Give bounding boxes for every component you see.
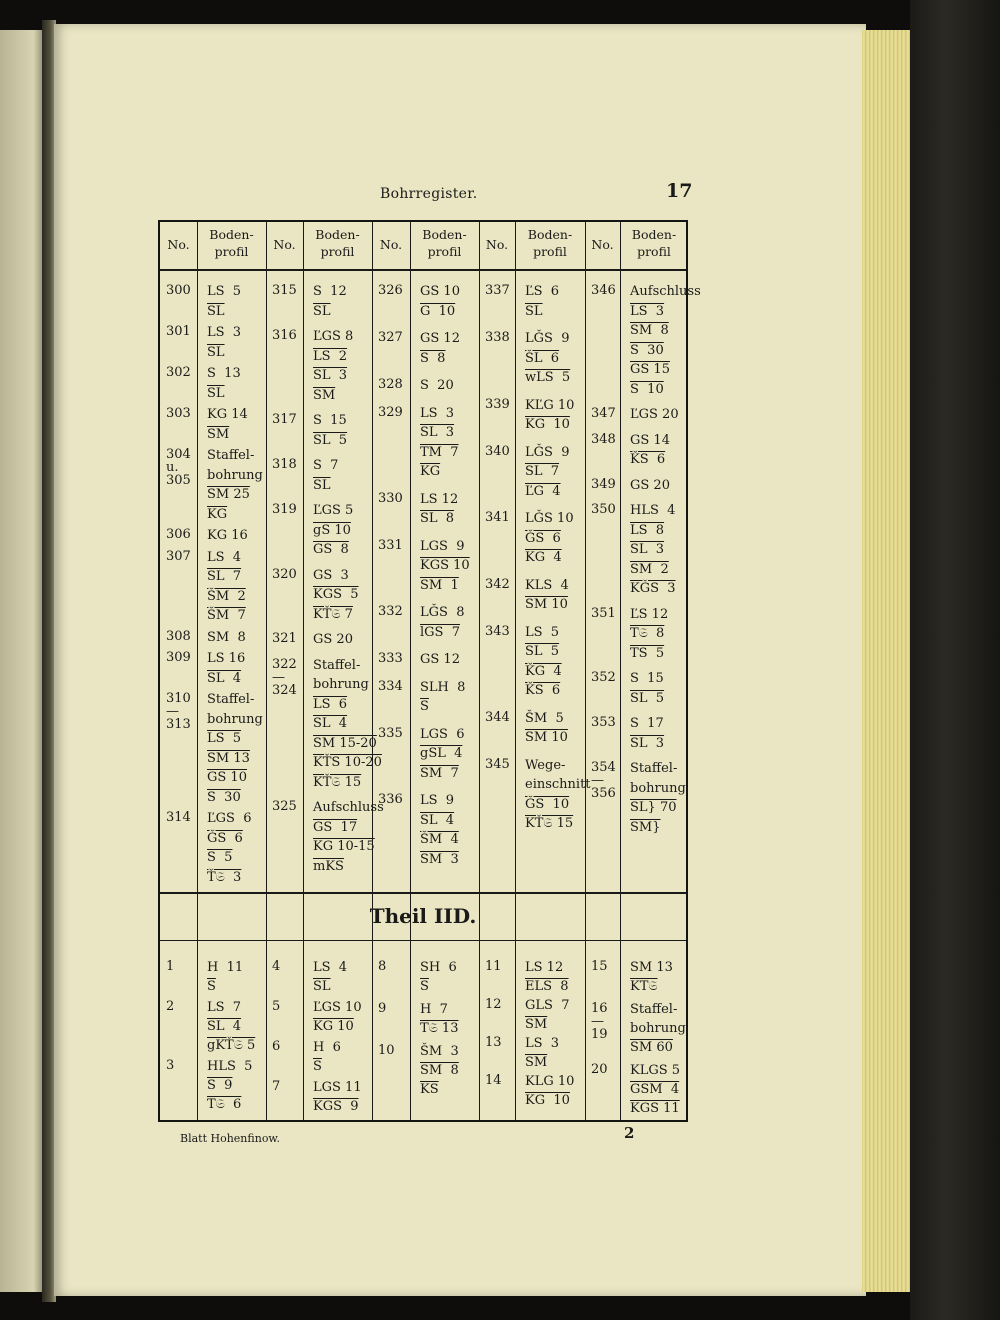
soil-profile-line: SM 8 — [630, 323, 669, 338]
soil-profile-line: GS 3 — [313, 567, 349, 583]
boring-number: 335 — [378, 725, 403, 741]
soil-profile-line: KG 10 — [525, 1093, 570, 1108]
soil-profile-line: LS 3 — [525, 1036, 560, 1051]
boring-number: 341 — [485, 510, 510, 525]
column-header-no: No. — [379, 237, 403, 252]
soil-profile-line: ǦS 6 — [525, 530, 561, 546]
soil-profile-line: GSM 4 — [630, 1082, 680, 1097]
soil-profile-line: GS 12 — [420, 652, 460, 667]
soil-profile-line: LS 5 — [207, 284, 242, 299]
soil-profile-line: ŠL 6 — [525, 350, 560, 366]
column-header-no: No. — [167, 237, 190, 252]
column-header-bodenprofil: Boden- profil — [209, 227, 254, 259]
soil-profile-line: H 11 — [207, 960, 244, 975]
boring-number: 326 — [378, 283, 403, 298]
soil-profile-line: LǦS 8 — [420, 605, 465, 620]
soil-profile-line: $\overline{S}$ — [420, 699, 429, 714]
boring-number: 352 — [591, 670, 616, 685]
soil-profile-line: GS 10 — [207, 770, 247, 785]
soil-profile-line: Aufschluss — [313, 800, 384, 815]
soil-profile-line: SH 6 — [420, 960, 457, 975]
soil-profile-line: $\overline{mKS}$ — [313, 858, 344, 874]
soil-profile-line: bohrung — [207, 467, 263, 483]
boring-number: 340 — [485, 443, 510, 459]
page-number: 17 — [666, 180, 693, 202]
soil-profile-line: SL 5 — [313, 432, 348, 448]
column-divider — [410, 222, 411, 1120]
boring-number: 322 — 324 — [272, 656, 297, 698]
boring-number: 20 — [591, 1062, 608, 1077]
soil-profile-line: ĽGS 6 — [207, 811, 252, 826]
boring-number: 320 — [272, 566, 297, 582]
soil-profile-line: S 30 — [630, 342, 664, 358]
soil-profile-line: KG 14 — [207, 407, 248, 422]
soil-profile-line: SL 3 — [313, 368, 348, 383]
soil-profile-line: $\overline{S}$ — [207, 979, 216, 994]
soil-profile-line: LS 12 — [525, 960, 564, 975]
column-divider — [266, 222, 267, 1120]
soil-profile-line: S 10 — [630, 381, 664, 397]
soil-profile-line: SM 13 — [630, 960, 673, 975]
boring-number: 331 — [378, 537, 403, 553]
bohrregister-table — [158, 220, 701, 1122]
boring-number: 353 — [591, 715, 616, 730]
column-header-bodenprofil: Boden- profil — [527, 227, 573, 259]
soil-profile-line: S 20 — [420, 378, 454, 393]
soil-profile-line: LǦS 10 — [525, 511, 574, 526]
soil-profile-line: Staffel- — [207, 692, 255, 707]
soil-profile-line: LǦS 9 — [525, 444, 570, 460]
soil-profile-line: ǨS 6 — [525, 683, 561, 698]
soil-profile-line: LS 7 — [207, 1000, 242, 1015]
soil-profile-line: SM 8 — [420, 1063, 459, 1078]
boring-number: 4 — [272, 959, 281, 974]
soil-profile-line: S 7 — [313, 458, 339, 473]
soil-profile-line: ĽS 12 — [630, 606, 669, 622]
boring-number: 13 — [485, 1035, 502, 1050]
boring-number: 333 — [378, 651, 403, 666]
boring-number: 2 — [166, 999, 175, 1014]
boring-number: 301 — [166, 324, 191, 339]
soil-profile-line: $\overline{S}$ — [420, 979, 429, 994]
soil-profile-line: gS 10 — [313, 522, 351, 538]
boring-number: 315 — [272, 283, 297, 298]
soil-profile-line: KŤS 10-20 — [313, 755, 382, 770]
boring-number: 350 — [591, 502, 616, 517]
soil-profile-line: TS 5 — [630, 645, 665, 661]
soil-profile-line: KLG 10 — [525, 1074, 575, 1089]
soil-profile-line: S 5 — [207, 850, 233, 865]
soil-profile-line: SM 25 — [207, 487, 250, 502]
boring-number: 336 — [378, 792, 403, 807]
soil-profile-line: ŠM 7 — [207, 608, 246, 623]
boring-number: 15 — [591, 959, 608, 974]
soil-profile-line: $\overline{SM}$ — [525, 1017, 548, 1032]
boring-number: 330 — [378, 490, 403, 506]
soil-profile-line: KŤ𝔖 7 — [313, 606, 353, 622]
boring-number: 337 — [485, 283, 510, 298]
soil-profile-line: ŠM 4 — [420, 832, 459, 847]
soil-profile-line: $\overline{SM}$ — [313, 387, 336, 403]
soil-profile-line: LGS 9 — [420, 538, 465, 554]
column-divider — [303, 222, 304, 1120]
boring-number: 302 — [166, 365, 191, 380]
boring-number: 11 — [485, 959, 502, 974]
boring-number: 346 — [591, 283, 616, 298]
boring-number: 300 — [166, 283, 191, 298]
soil-profile-line: $\overline{SL}$ — [525, 303, 543, 319]
soil-profile-line: KLGS 5 — [630, 1063, 681, 1078]
soil-profile-line: ĽG 4 — [525, 483, 561, 499]
soil-profile-line: SM 60 — [630, 1040, 673, 1055]
boring-number: 351 — [591, 605, 616, 621]
soil-profile-line: GS 12 — [420, 331, 460, 346]
boring-number: 5 — [272, 999, 281, 1014]
soil-profile-line: SL 7 — [207, 569, 242, 584]
soil-profile-line: $\overline{SM}$ — [207, 426, 230, 442]
soil-profile-line: $\overline{SL}$ — [207, 303, 225, 319]
soil-profile-line: ǦS 6 — [207, 830, 243, 846]
column-header-bodenprofil: Boden- profil — [422, 227, 467, 259]
boring-number: 319 — [272, 502, 297, 517]
soil-profile-line: gSL 4 — [420, 746, 463, 761]
column-divider — [197, 222, 198, 1120]
boring-number: 7 — [272, 1079, 281, 1094]
soil-profile-line: ǨS 6 — [630, 452, 666, 467]
section-title-rule — [160, 940, 686, 941]
soil-profile-line: S 15 — [630, 671, 664, 686]
soil-profile-line: $\overline{KG}$ — [207, 506, 228, 522]
soil-profile-line: S 9 — [207, 1078, 233, 1093]
boring-number: 343 — [485, 623, 510, 639]
column-divider — [585, 222, 586, 1120]
section-rule — [160, 892, 686, 894]
boring-number: 10 — [378, 1043, 395, 1058]
soil-profile-line: T𝔖 6 — [207, 1097, 242, 1112]
boring-number: 345 — [485, 756, 510, 772]
boring-number: 12 — [485, 997, 502, 1012]
soil-profile-line: $\overline{KS}$ — [420, 1082, 439, 1097]
soil-profile-line: $\overline{SL}$ — [313, 979, 331, 994]
boring-number: 308 — [166, 628, 191, 644]
page-stack-edge — [862, 30, 914, 1292]
boring-number: 354 — 356 — [591, 760, 616, 801]
soil-profile-line: gKŤ𝔖 5 — [207, 1038, 256, 1053]
soil-profile-line: ĽGS 5 — [313, 503, 354, 518]
boring-number: 332 — [378, 604, 403, 619]
soil-profile-line: SM 13 — [207, 750, 250, 766]
boring-number: 338 — [485, 330, 510, 345]
boring-number: 1 — [166, 959, 175, 974]
soil-profile-line: KG 10-15 — [313, 839, 375, 854]
soil-profile-line: HLS 5 — [207, 1059, 253, 1074]
soil-profile-line: KGS 9 — [313, 1099, 359, 1114]
boring-number: 303 — [166, 406, 191, 421]
soil-profile-line: ǨG 4 — [525, 663, 562, 679]
soil-profile-line: KGS 11 — [630, 1101, 680, 1116]
soil-profile-line: KGS 10 — [420, 558, 470, 573]
soil-profile-line: wLS 5 — [525, 370, 571, 385]
soil-profile-line: LGS 6 — [420, 726, 465, 742]
soil-profile-line: $\overline{SL}$ — [313, 303, 331, 319]
soil-profile-line: SM 10 — [525, 730, 568, 745]
boring-number: 14 — [485, 1073, 502, 1088]
left-page-edge — [0, 30, 48, 1292]
soil-profile-line: Staffel- — [207, 448, 255, 463]
column-divider — [515, 222, 516, 1120]
boring-number: 317 — [272, 412, 297, 427]
soil-profile-line: Staffel- — [630, 1002, 678, 1017]
soil-profile-line: SM 2 — [630, 561, 669, 577]
boring-number: 321 — [272, 631, 297, 646]
soil-profile-line: Aufschluss — [630, 284, 701, 299]
soil-profile-line: SM 7 — [420, 765, 459, 781]
soil-profile-line: LS 6 — [313, 696, 348, 712]
soil-profile-line: SL 3 — [420, 425, 455, 440]
soil-profile-line: $\overline{SL}$ — [313, 477, 331, 493]
soil-profile-line: Staffel- — [313, 657, 361, 673]
soil-profile-line: ŠM 3 — [420, 1044, 459, 1059]
soil-profile-line: LS 3 — [207, 325, 242, 340]
boring-number: 334 — [378, 678, 403, 694]
boring-number: 339 — [485, 396, 510, 412]
soil-profile-line: HLS 4 — [630, 503, 676, 518]
soil-profile-line: LS 8 — [630, 522, 665, 538]
soil-profile-line: KG 4 — [525, 550, 562, 565]
soil-profile-line: bohrung — [313, 677, 369, 692]
column-header-no: No. — [485, 237, 509, 252]
column-header-no: No. — [591, 237, 614, 252]
soil-profile-line: LS 9 — [420, 793, 455, 808]
soil-profile-line: Ť𝔖 3 — [207, 869, 242, 885]
soil-profile-line: S 30 — [207, 789, 241, 805]
column-header-bodenprofil: Boden- profil — [315, 227, 360, 259]
soil-profile-line: SL 4 — [420, 812, 455, 828]
soil-profile-line: SL 4 — [207, 670, 242, 686]
soil-profile-line: LS 5 — [525, 624, 560, 640]
soil-profile-line: einschnitt — [525, 777, 591, 792]
boring-number: 8 — [378, 959, 387, 974]
soil-profile-line: bohrung — [630, 1021, 686, 1036]
boring-number: 347 — [591, 406, 616, 421]
column-divider — [620, 222, 621, 1120]
header-rule — [160, 269, 686, 271]
boring-number: 3 — [166, 1058, 175, 1073]
soil-profile-line: GS 15 — [630, 362, 670, 377]
soil-profile-line: SL 5 — [525, 644, 560, 659]
soil-profile-line: KŤ𝔖 15 — [525, 816, 574, 831]
soil-profile-line: SM 10 — [525, 597, 568, 612]
soil-profile-line: ĽS 6 — [525, 284, 560, 299]
boring-number: 16 — 19 — [591, 1001, 608, 1042]
soil-profile-line: TM 7 — [420, 444, 459, 460]
boring-number: 349 — [591, 476, 616, 492]
soil-profile-line: bohrung — [630, 780, 686, 796]
soil-profile-line: LS 4 — [313, 960, 348, 975]
soil-profile-line: ŠM 5 — [525, 710, 564, 726]
soil-profile-line: LS 2 — [313, 348, 348, 364]
soil-profile-line: LǦS 9 — [525, 331, 570, 346]
soil-profile-line: $\overline{SM}$ — [525, 1055, 548, 1070]
column-divider — [372, 222, 373, 1120]
soil-profile-line: G 10 — [420, 303, 456, 319]
column-divider — [479, 222, 480, 1120]
soil-profile-line: SL 4 — [207, 1019, 242, 1034]
soil-profile-line: SL} 70 — [630, 800, 677, 815]
footer-sheet-name: Blatt Hohenfinow. — [180, 1132, 281, 1145]
soil-profile-line: LS 12 — [420, 491, 459, 507]
soil-profile-line: S 17 — [630, 716, 664, 731]
boring-number: 309 — [166, 650, 191, 665]
soil-profile-line: ELS 8 — [525, 979, 569, 994]
soil-profile-line: KŤ𝔖 15 — [313, 774, 362, 790]
boring-number: 327 — [378, 330, 403, 345]
boring-number: 314 — [166, 810, 191, 825]
column-header-no: No. — [273, 237, 296, 252]
soil-profile-line: ĽGS 8 — [313, 329, 354, 344]
column-header-bodenprofil: Boden- profil — [631, 227, 677, 259]
soil-profile-line: $\overline{SL}$ — [207, 385, 225, 401]
soil-profile-line: lGS 7 — [420, 624, 460, 640]
soil-profile-line: GLS 7 — [525, 998, 570, 1013]
soil-profile-line: Staffel- — [630, 761, 678, 776]
soil-profile-line: SM} — [630, 819, 661, 835]
soil-profile-line: SL 3 — [630, 735, 665, 751]
soil-profile-line: KĽG 10 — [525, 397, 575, 413]
soil-profile-line: bohrung — [207, 711, 263, 727]
soil-profile-line: LS 5 — [207, 731, 242, 746]
soil-profile-line: SLH 8 — [420, 679, 466, 695]
soil-profile-line: LS 3 — [420, 405, 455, 421]
soil-profile-line: Wege- — [525, 757, 566, 773]
boring-number: 329 — [378, 404, 403, 420]
boring-number: 316 — [272, 328, 297, 343]
soil-profile-line: KG 16 — [207, 528, 248, 543]
soil-profile-line: KG 10 — [525, 417, 570, 432]
soil-profile-line: SL 8 — [420, 511, 455, 526]
book-cover — [910, 0, 1000, 1320]
soil-profile-line: $\overline{S}$ — [313, 1059, 322, 1074]
boring-number: 6 — [272, 1039, 281, 1054]
soil-profile-line: LS 16 — [207, 651, 246, 666]
soil-profile-line: H 6 — [313, 1040, 341, 1055]
soil-profile-line: KǦS 3 — [630, 581, 676, 596]
page-header-title: Bohrregister. — [380, 186, 478, 202]
soil-profile-line: ŠM 2 — [207, 588, 246, 604]
boring-number: 348 — [591, 431, 616, 447]
soil-profile-line: GS 10 — [420, 284, 460, 299]
soil-profile-line: $\overline{KG}$ — [420, 464, 441, 479]
soil-profile-line: H 7 — [420, 1002, 448, 1017]
boring-number: 304 u. 305 — [166, 447, 191, 488]
soil-profile-line: LS 3 — [630, 303, 665, 319]
section-title: Theil IID. — [369, 904, 477, 928]
soil-profile-line: SL 3 — [630, 542, 665, 557]
boring-number: 307 — [166, 548, 191, 564]
soil-profile-line: SM 1 — [420, 577, 459, 593]
soil-profile-line: S 13 — [207, 366, 241, 381]
soil-profile-line: SL 4 — [313, 716, 348, 731]
soil-profile-line: KG 10 — [313, 1019, 354, 1034]
soil-profile-line: LGS 11 — [313, 1080, 362, 1095]
soil-profile-line: LS 4 — [207, 549, 242, 565]
soil-profile-line: S 8 — [420, 350, 446, 366]
soil-profile-line: SL 5 — [630, 690, 665, 706]
boring-number: 310 — 313 — [166, 691, 191, 732]
footer-signature-mark: 2 — [624, 1124, 635, 1142]
soil-profile-line: T𝔖 8 — [630, 626, 665, 641]
soil-profile-line: T𝔖 13 — [420, 1021, 459, 1036]
soil-profile-line: SM 3 — [420, 851, 459, 867]
boring-number: 325 — [272, 799, 297, 814]
soil-profile-line: GS 20 — [313, 632, 353, 647]
soil-profile-line: ĽGS 10 — [313, 1000, 362, 1015]
soil-profile-line: KLS 4 — [525, 577, 569, 593]
soil-profile-line: $\overline{SL}$ — [207, 344, 225, 360]
soil-profile-line: SL 7 — [525, 464, 560, 479]
soil-profile-line: SM 8 — [207, 629, 246, 645]
soil-profile-line: S 12 — [313, 284, 347, 299]
soil-profile-line: ĽGS 20 — [630, 407, 679, 422]
soil-profile-line: GS 17 — [313, 819, 358, 835]
soil-profile-line: KT𝔖 — [630, 979, 658, 994]
soil-profile-line: GS 8 — [313, 542, 349, 557]
soil-profile-line: SM 15-20 — [313, 735, 377, 751]
boring-number: 342 — [485, 576, 510, 592]
soil-profile-line: ǦS 10 — [525, 796, 570, 812]
boring-number: 344 — [485, 709, 510, 725]
soil-profile-line: GS 20 — [630, 477, 670, 493]
boring-number: 9 — [378, 1001, 387, 1016]
soil-profile-line: KGS 5 — [313, 587, 359, 602]
soil-profile-line: S 15 — [313, 413, 347, 428]
boring-number: 306 — [166, 527, 191, 542]
soil-profile-line: GS 14 — [630, 432, 670, 448]
boring-number: 328 — [378, 377, 403, 392]
boring-number: 318 — [272, 457, 297, 472]
